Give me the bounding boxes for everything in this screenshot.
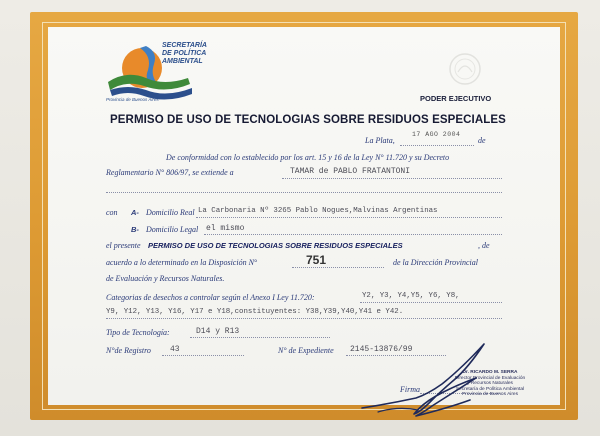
embossed-seal-icon — [448, 52, 482, 86]
disposicion-post: de la Dirección Provincial — [393, 258, 478, 267]
logo-title: SECRETARÍA DE POLÍTICA AMBIENTAL — [162, 42, 207, 65]
firma-label: Firma — [400, 385, 420, 394]
registro-label: N°de Registro — [106, 346, 151, 355]
categorias-value-line1: Y2, Y3, Y4,Y5, Y6, Y8, — [362, 292, 460, 300]
date-stamp: 17 AGO 2004 — [412, 131, 461, 138]
blank-line — [106, 192, 502, 193]
para2-post: , de — [478, 241, 490, 250]
disposicion-number: 751 — [306, 253, 327, 267]
name-underline — [282, 178, 502, 179]
beneficiary-name: TAMAR de PABLO FRATANTONI — [290, 167, 411, 176]
document-title: PERMISO DE USO DE TECNOLOGIAS SOBRE RESIDUOS ESPECIALES — [110, 114, 506, 126]
tecnologia-underline — [190, 337, 330, 338]
registro-value: 43 — [170, 345, 180, 354]
date-suffix: de — [478, 136, 486, 145]
domicilio-legal-label: Domicilio Legal — [146, 225, 199, 234]
para1-line2-label: Reglamentario N° 806/97, se extiende a — [106, 168, 234, 177]
poder-ejecutivo: PODER EJECUTIVO — [420, 94, 492, 103]
categorias-underline1 — [360, 302, 502, 303]
para1-line1: De conformidad con lo establecido por los art. 15 y 16 de la Ley N° 11.720 y su Decreto — [166, 153, 450, 162]
categorias-label: Categorias de desechos a controlar según el Anexo I Ley 11.720: — [106, 293, 315, 302]
disposicion-underline — [292, 267, 384, 268]
domicilio-legal-value: el mismo — [206, 224, 245, 233]
con-label: con — [106, 208, 118, 217]
official-stamp: Dr. RICARDO M. SERRA Director Provincial de Evaluación y Recursos Naturales Secretaría de Política Ambiental Provincia de Buenos Aires — [454, 370, 526, 398]
domicilio-legal-letter: B- — [131, 225, 139, 234]
date-underline — [400, 145, 474, 146]
domicilio-real-underline — [196, 217, 502, 218]
categorias-value-line2: Y9, Y12, Y13, Y16, Y17 e Y18,constituyentes: Y38,Y39,Y40,Y41 e Y42. — [106, 308, 404, 316]
categorias-underline2 — [106, 318, 502, 319]
disposicion-label: acuerdo a lo determinado en la Disposición N° — [106, 258, 258, 267]
tecnologia-value: D14 y R13 — [196, 327, 240, 336]
domicilio-real-value: La Carbonaria Nº 3265 Pablo Nogues,Malvinas Argentinas — [198, 207, 438, 215]
tecnologia-label: Tipo de Tecnología: — [106, 328, 170, 337]
para2-bold-title: PERMISO DE USO DE TECNOLOGIAS SOBRE RESIDUOS ESPECIALES — [148, 241, 403, 250]
expediente-value: 2145-13876/99 — [350, 345, 413, 354]
logo-subtitle: Provincia de Buenos Aires — [106, 97, 159, 102]
domicilio-real-label: Domicilio Real — [146, 208, 195, 217]
para2-pre: el presente — [106, 241, 141, 250]
expediente-label: N° de Expediente — [278, 346, 334, 355]
para2-line3: de Evaluación y Recursos Naturales. — [106, 274, 225, 283]
place-label: La Plata, — [365, 136, 395, 145]
domicilio-legal-underline — [204, 234, 502, 235]
domicilio-real-letter: A- — [131, 208, 139, 217]
registro-underline — [162, 355, 244, 356]
